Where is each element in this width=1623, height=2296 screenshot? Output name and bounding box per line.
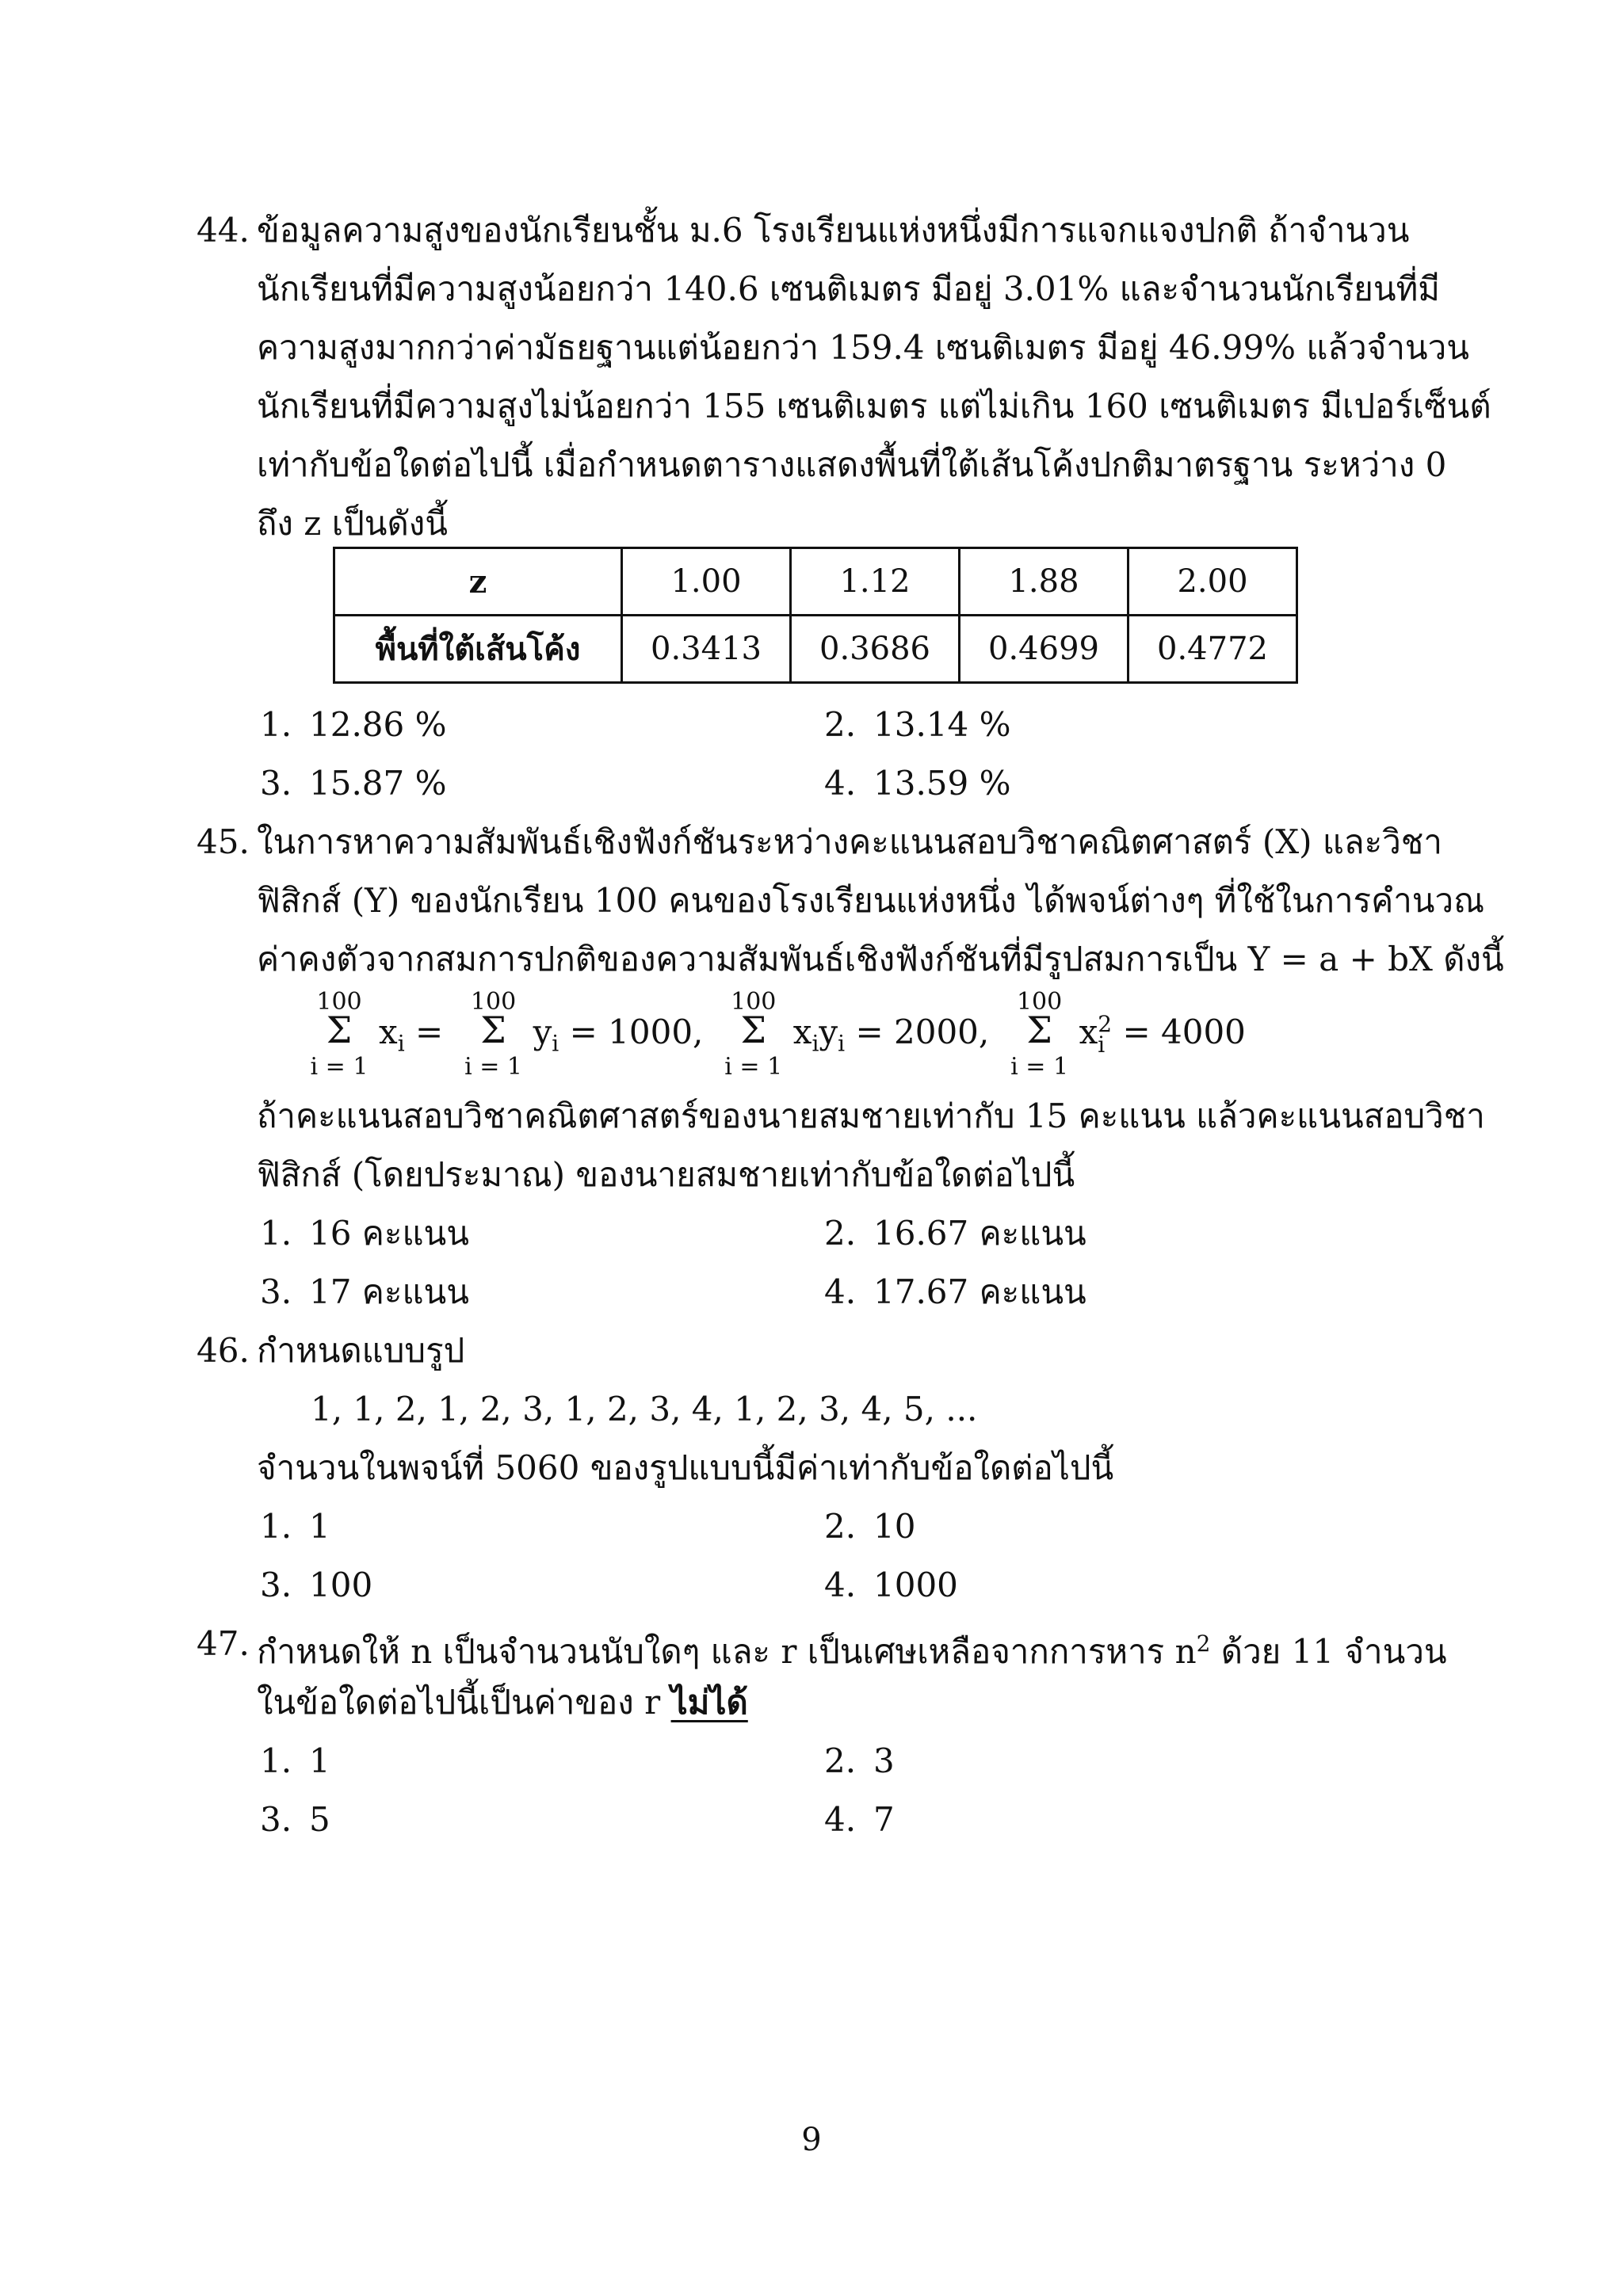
table-cell: 1.00 xyxy=(622,548,791,616)
table-cell: 2.00 xyxy=(1128,548,1297,616)
q46-line-1: กำหนดแบบรูป xyxy=(257,1331,465,1370)
choice-text: 7 xyxy=(873,1800,895,1839)
choice-number: 2. xyxy=(824,1507,857,1546)
q44-choice-3[interactable] xyxy=(260,761,447,807)
choice-number: 3. xyxy=(260,764,292,803)
choice-number: 2. xyxy=(824,705,857,744)
q44-line-4: นักเรียนที่มีความสูงไม่น้อยกว่า 155 เซนติเมตร แต่ไม่เกิน 160 เซนติเมตร มีเปอร์เซ็นต์ xyxy=(257,387,1491,425)
table-cell: 1.12 xyxy=(791,548,960,616)
q44-choice-4[interactable] xyxy=(824,761,1011,807)
choice-number: 1. xyxy=(260,1741,292,1780)
choice-number: 4. xyxy=(824,1800,857,1839)
q45-line-5: ฟิสิกส์ (โดยประมาณ) ของนายสมชายเท่ากับข้อใดต่อไปนี้ xyxy=(257,1155,1075,1194)
q46-choice-1[interactable] xyxy=(260,1504,330,1550)
q45-line-4: ถ้าคะแนนสอบวิชาคณิตศาสตร์ของนายสมชายเท่ากับ 15 คะแนน แล้วคะแนนสอบวิชา xyxy=(257,1097,1485,1135)
choice-text: 17 คะแนน xyxy=(309,1272,469,1311)
table-cell: 1.88 xyxy=(960,548,1128,616)
summation-1: 100 Σ i = 1 xyxy=(310,988,369,1081)
table-cell: 0.3686 xyxy=(791,616,960,683)
choice-number: 1. xyxy=(260,705,292,744)
choice-number: 4. xyxy=(824,1566,857,1604)
summation-3: 100 Σ i = 1 xyxy=(724,988,783,1081)
choice-text: 3 xyxy=(873,1741,895,1780)
choice-number: 2. xyxy=(824,1741,857,1780)
choice-text: 13.14 % xyxy=(873,705,1011,744)
q46-choice-3[interactable] xyxy=(260,1562,372,1608)
page-number: 9 xyxy=(801,2122,822,2158)
q47-choice-1[interactable] xyxy=(260,1738,330,1784)
choice-number: 1. xyxy=(260,1507,292,1546)
table-cell: 0.3413 xyxy=(622,616,791,683)
q47-number: 47. xyxy=(197,1624,250,1663)
q44-line-5: เท่ากับข้อใดต่อไปนี้ เมื่อกำหนดตารางแสดงพื้นที่ใต้เส้นโค้งปกติมาตรฐาน ระหว่าง 0 xyxy=(257,445,1447,484)
choice-text: 100 xyxy=(309,1566,373,1604)
choice-number: 3. xyxy=(260,1566,292,1604)
q47-line-1: กำหนดให้ n เป็นจำนวนนับใดๆ และ r เป็นเศษเหลือจากการหาร $n^2$ ด้วย 11 จำนวน xyxy=(257,1630,1447,1671)
choice-text: 1 xyxy=(309,1507,330,1546)
q45-number: 45. xyxy=(197,822,250,861)
table-row xyxy=(334,616,1297,683)
summation-4: 100 Σ i = 1 xyxy=(1010,988,1069,1081)
term-sum-x-squared: x 2 i = 4000 xyxy=(1079,1011,1246,1058)
choice-text: 1 xyxy=(309,1741,330,1780)
q45-line-3: ค่าคงตัวจากสมการปกติของความสัมพันธ์เชิงฟังก์ชันที่มีรูปสมการเป็น Y = a + bX ดังนี้ xyxy=(257,940,1504,978)
table-row xyxy=(334,548,1297,616)
q46-choice-4[interactable] xyxy=(824,1562,958,1608)
z-area-table xyxy=(333,547,1298,684)
summation-2: 100 Σ i = 1 xyxy=(464,988,522,1081)
choice-text: 5 xyxy=(309,1800,330,1839)
q45-choice-4[interactable] xyxy=(824,1269,1086,1315)
q44-choice-1[interactable] xyxy=(260,702,447,748)
choice-number: 4. xyxy=(824,1272,857,1311)
table-header-z: z xyxy=(334,548,622,616)
term-sum-x: $x_i$ = xyxy=(379,1013,454,1057)
q44-line-1: ข้อมูลความสูงของนักเรียนชั้น ม.6 โรงเรียนแห่งหนึ่งมีการแจกแจงปกติ ถ้าจำนวน xyxy=(257,211,1410,250)
table-cell: 0.4699 xyxy=(960,616,1128,683)
q45-choice-1[interactable] xyxy=(260,1211,469,1257)
choice-text: 17.67 คะแนน xyxy=(873,1272,1086,1311)
q44-line-3: ความสูงมากกว่าค่ามัธยฐานแต่น้อยกว่า 159.4 เซนติเมตร มีอยู่ 46.99% แล้วจำนวน xyxy=(257,328,1469,367)
choice-text: 16.67 คะแนน xyxy=(873,1214,1086,1253)
table-cell: 0.4772 xyxy=(1128,616,1297,683)
q44-number: 44. xyxy=(197,211,250,250)
q47-choice-4[interactable] xyxy=(824,1797,895,1843)
q44-line-2: นักเรียนที่มีความสูงน้อยกว่า 140.6 เซนติเมตร มีอยู่ 3.01% และจำนวนนักเรียนที่มี xyxy=(257,269,1440,308)
choice-number: 2. xyxy=(824,1214,857,1253)
q47-choice-2[interactable] xyxy=(824,1738,895,1784)
q44-line-6: ถึง z เป็นดังนี้ xyxy=(257,504,448,543)
q44-choice-2[interactable] xyxy=(824,702,1011,748)
choice-text: 10 xyxy=(873,1507,916,1546)
q46-choice-2[interactable] xyxy=(824,1504,915,1550)
choice-text: 13.59 % xyxy=(873,764,1011,803)
term-sum-y: $y_i = 1000$, xyxy=(533,1013,714,1057)
choice-text: 1000 xyxy=(873,1566,958,1604)
choice-text: 16 คะแนน xyxy=(309,1214,469,1253)
q45-choice-2[interactable] xyxy=(824,1211,1086,1257)
q46-question: จำนวนในพจน์ที่ 5060 ของรูปแบบนี้มีค่าเท่ากับข้อใดต่อไปนี้ xyxy=(257,1448,1114,1487)
q45-line-1: ในการหาความสัมพันธ์เชิงฟังก์ชันระหว่างคะแนนสอบวิชาคณิตศาสตร์ (X) และวิชา xyxy=(257,822,1442,861)
emphasis-not: ไม่ได้ xyxy=(670,1683,748,1722)
choice-text: 15.87 % xyxy=(309,764,447,803)
term-sum-xy: $x_iy_i = 2000$, xyxy=(792,1013,1000,1057)
q45-choice-3[interactable] xyxy=(260,1269,469,1315)
table-header-area: พื้นที่ใต้เส้นโค้ง xyxy=(334,616,622,683)
q46-sequence: 1, 1, 2, 1, 2, 3, 1, 2, 3, 4, 1, 2, 3, 4, 5, ... xyxy=(311,1390,978,1428)
choice-number: 3. xyxy=(260,1272,292,1311)
choice-number: 1. xyxy=(260,1214,292,1253)
choice-number: 3. xyxy=(260,1800,292,1839)
q47-choice-3[interactable] xyxy=(260,1797,330,1843)
choice-number: 4. xyxy=(824,764,857,803)
q46-number: 46. xyxy=(197,1331,250,1370)
q45-line-2: ฟิสิกส์ (Y) ของนักเรียน 100 คนของโรงเรียนแห่งหนึ่ง ได้พจน์ต่างๆ ที่ใช้ในการคำนวณ xyxy=(257,881,1485,920)
q47-line-2: ในข้อใดต่อไปนี้เป็นค่าของ r ไม่ได้ xyxy=(257,1683,748,1722)
choice-text: 12.86 % xyxy=(309,705,447,744)
summation-formula xyxy=(300,989,1246,1092)
